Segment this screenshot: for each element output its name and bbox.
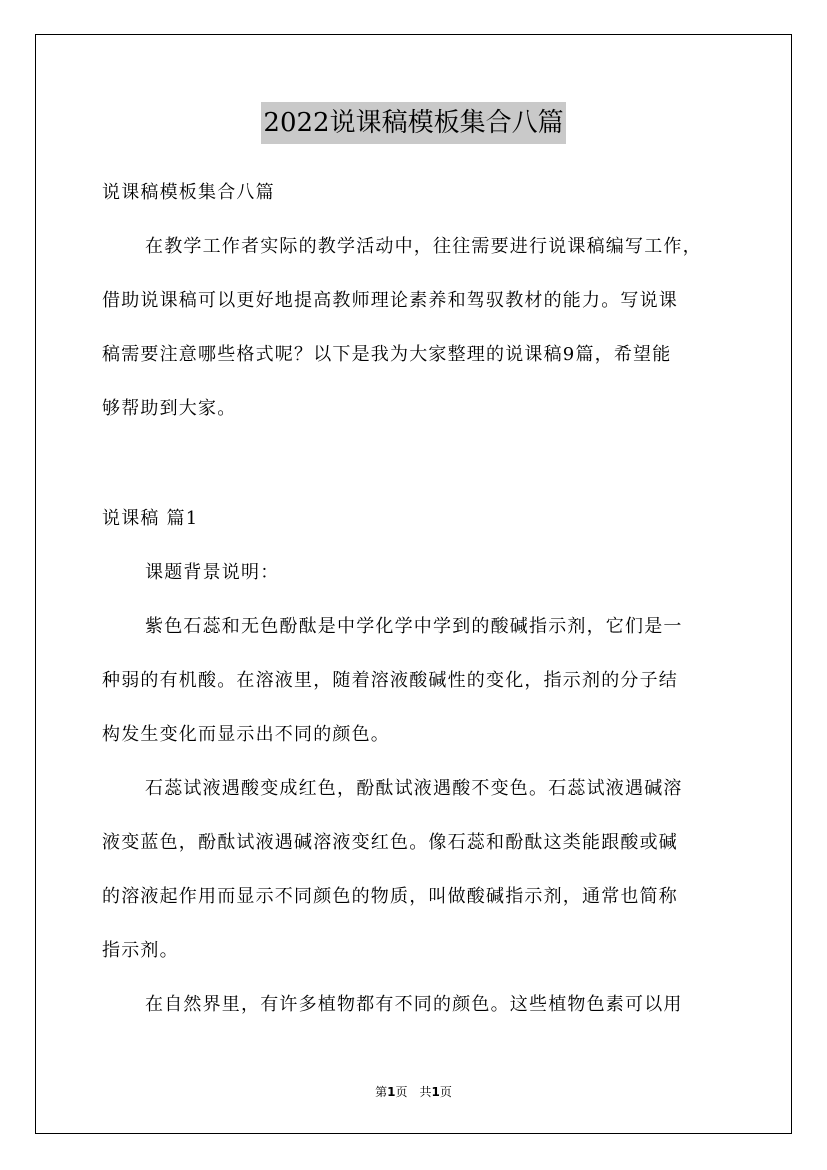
intro-line: 在教学工作者实际的教学活动中，往往需要进行说课稿编写工作，	[145, 236, 702, 257]
page-number: 1	[387, 1085, 396, 1099]
page-footer	[0, 1083, 827, 1100]
paragraph-line: 指示剂。	[102, 940, 179, 961]
paragraph-line: 在自然界里，有许多植物都有不同的颜色。这些植物色素可以用	[145, 994, 683, 1015]
document-title: 2022说课稿模板集合八篇	[261, 102, 565, 144]
paragraph-line: 液变蓝色，酚酞试液遇碱溶液变红色。像石蕊和酚酞这类能跟酸或碱	[102, 832, 678, 853]
paragraph-line: 的溶液起作用而显示不同颜色的物质，叫做酸碱指示剂，通常也简称	[102, 886, 678, 907]
title-container	[0, 102, 827, 144]
paragraph-line: 种弱的有机酸。在溶液里，随着溶液酸碱性的变化，指示剂的分子结	[102, 670, 678, 691]
intro-line: 借助说课稿可以更好地提高教师理论素养和驾驭教材的能力。写说课	[102, 290, 678, 311]
paragraph-line: 紫色石蕊和无色酚酞是中学化学中学到的酸碱指示剂，它们是一	[145, 616, 683, 637]
background-label: 课题背景说明：	[145, 562, 280, 583]
total-suffix: 页	[439, 1085, 452, 1099]
page-prefix: 第	[375, 1085, 388, 1099]
document-subtitle: 说课稿模板集合八篇	[102, 182, 275, 203]
page-suffix: 页	[395, 1085, 408, 1099]
total-prefix: 共	[419, 1085, 432, 1099]
total-pages: 1	[431, 1085, 440, 1099]
paragraph-line: 石蕊试液遇酸变成红色，酚酞试液遇酸不变色。石蕊试液遇碱溶	[145, 778, 683, 799]
intro-line: 稿需要注意哪些格式呢？以下是我为大家整理的说课稿9篇，希望能	[102, 344, 672, 365]
section-heading: 说课稿 篇1	[102, 508, 199, 529]
intro-line: 够帮助到大家。	[102, 398, 237, 419]
paragraph-line: 构发生变化而显示出不同的颜色。	[102, 724, 390, 745]
